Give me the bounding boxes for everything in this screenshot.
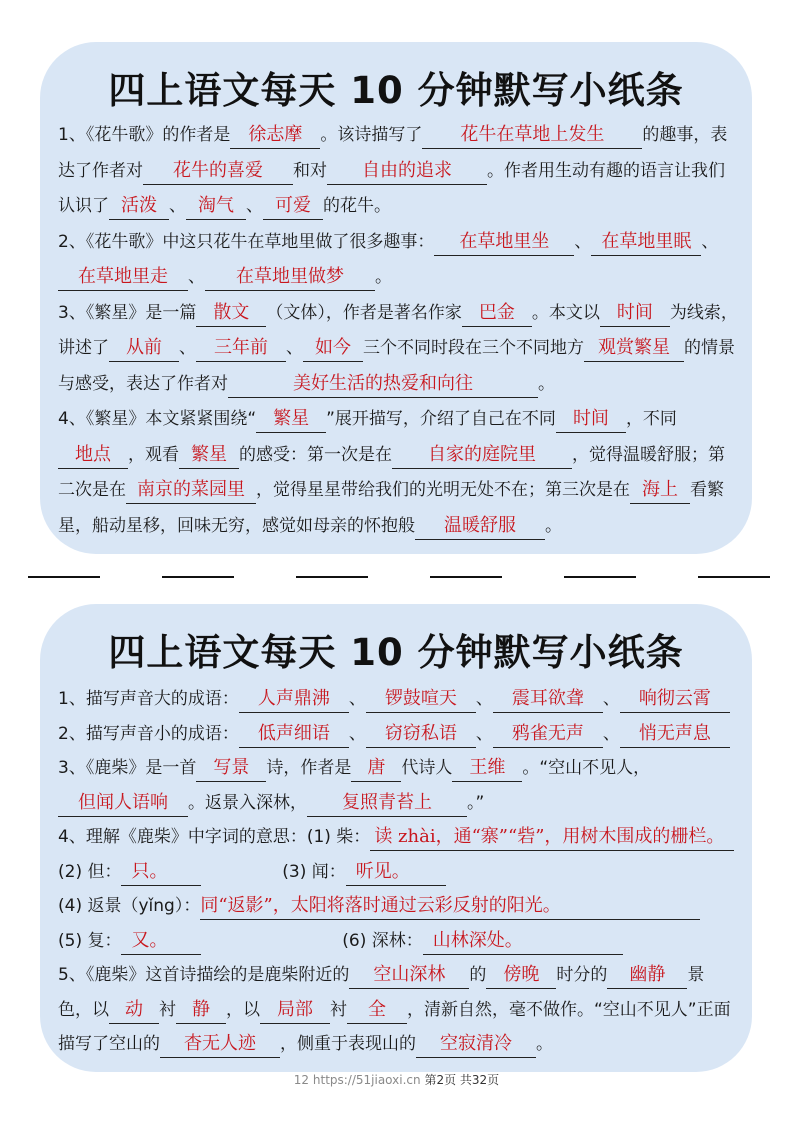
answer-blank: 空寂清冷	[416, 1031, 536, 1058]
answer-blank: 在草地里做梦	[205, 264, 375, 291]
question-text: 衬	[330, 999, 347, 1020]
answer-blank: 空山深林	[349, 962, 469, 989]
answer-blank: 震耳欲聋	[493, 686, 603, 713]
question-text: ，侧重于表现山的	[280, 1034, 416, 1054]
answer-blank: 锣鼓喧天	[366, 686, 476, 713]
question-text: ，觉得星星带给我们的光明无处不在；第三次是在	[256, 480, 630, 500]
question-text: (6) 深林：	[342, 930, 423, 951]
answer-blank: 又。	[121, 928, 201, 955]
answer-blank: 山林深处。	[423, 928, 623, 955]
answer-blank: 窃窃私语	[366, 721, 476, 748]
page-footer	[0, 1071, 793, 1088]
question-text: 。返景入深林，	[188, 792, 307, 813]
question-text: ，以	[226, 999, 260, 1020]
answer-blank: 从前	[109, 335, 179, 362]
answer-blank: 繁星	[256, 406, 326, 433]
question-1	[58, 682, 738, 717]
question-3	[58, 296, 738, 403]
answer-blank: 写景	[196, 755, 266, 782]
question-text: 的情景与感受，表达了作者对	[58, 338, 735, 394]
cut-line-dash	[430, 576, 502, 578]
cut-line-dash	[162, 576, 234, 578]
answer-blank: 傍晚	[486, 962, 556, 989]
question-text: 时分的	[556, 965, 608, 985]
question-text: 。作者用生动有趣的语言让我们认识了	[58, 160, 725, 216]
question-text: 和对	[293, 160, 327, 181]
question-5	[58, 958, 738, 1062]
question-text: 的	[469, 965, 487, 985]
answer-blank: 全	[347, 997, 407, 1024]
question-text: 。	[545, 515, 562, 536]
question-text: 、	[179, 338, 196, 358]
answer-blank: 响彻云霄	[620, 686, 730, 713]
answer-blank: 唐	[351, 755, 401, 782]
answer-blank: 美好生活的热爱和向往	[228, 371, 538, 398]
question-text: 看繁星，船动星移，回味无穷，感觉如母亲的怀抱般	[58, 480, 724, 536]
question-text: 诗，作者是	[266, 758, 352, 778]
question-2	[58, 225, 738, 296]
question-text: 1、描写声音大的成语：	[58, 689, 239, 709]
question-text: 3、《繁星》是一篇	[58, 302, 197, 323]
separator: 、	[348, 723, 366, 744]
question-text: 三个不同时段在三个不同地方	[363, 338, 584, 358]
answer-blank: 南京的菜园里	[126, 477, 256, 504]
answer-blank: 在草地里坐	[434, 229, 574, 256]
question-2	[58, 717, 738, 752]
card-body	[58, 682, 738, 1062]
question-text: ，觉得温暖舒服；第二次是在	[58, 444, 725, 500]
answer-blank: 时间	[600, 300, 670, 327]
answer-blank: 自家的庭院里	[392, 442, 572, 469]
answer-blank: 在草地里眠	[591, 229, 701, 256]
question-4	[58, 820, 738, 958]
question-text: (2) 但：	[58, 861, 122, 882]
question-text: 的感受：第一次是在	[239, 444, 392, 465]
question-text: ，观看	[128, 444, 179, 465]
answer-blank: 只。	[121, 859, 201, 886]
question-text: 2、描写声音小的成语：	[58, 723, 239, 744]
question-text: 、	[574, 231, 592, 252]
cut-line-dash	[698, 576, 770, 578]
note-card-1	[40, 42, 752, 554]
answer-blank: 如今	[303, 335, 363, 362]
answer-blank: 观赏繁星	[584, 335, 684, 362]
question-text: ”展开描写，介绍了自己在不同	[326, 409, 556, 429]
question-text: 1、《花牛歌》的作者是	[58, 125, 231, 145]
question-text: 4、理解《鹿柴》中字词的意思：(1) 柴：	[58, 827, 371, 847]
answer-blank: 同“返影”，太阳将落时通过云彩反射的阳光。	[200, 893, 700, 920]
question-text: 代诗人	[401, 758, 453, 778]
card-body	[58, 118, 738, 544]
question-text: 、	[188, 267, 205, 287]
separator: 、	[602, 723, 620, 744]
card-title: 四上语文每天 10 分钟默写小纸条	[108, 631, 684, 674]
answer-blank: 繁星	[179, 442, 239, 469]
question-text: 、	[286, 338, 303, 358]
answer-blank: 人声鼎沸	[239, 686, 349, 713]
question-text: (5) 复：	[58, 930, 122, 951]
answer-blank: 巴金	[462, 300, 532, 327]
answer-blank: 复照青苔上	[307, 790, 467, 817]
separator: 、	[475, 689, 493, 709]
question-text: 4、《繁星》本文紧紧围绕“	[58, 409, 257, 429]
answer-blank: 温暖舒服	[415, 513, 545, 540]
question-text: 、	[701, 231, 719, 252]
answer-blank: 局部	[260, 997, 330, 1024]
answer-blank: 在草地里走	[58, 264, 188, 291]
answer-blank: 散文	[196, 300, 266, 327]
answer-blank: 听见。	[346, 859, 446, 886]
cut-line-dash	[564, 576, 636, 578]
separator: 、	[348, 689, 366, 709]
answer-blank: 海上	[630, 477, 690, 504]
answer-blank: 时间	[556, 406, 626, 433]
question-4	[58, 402, 738, 544]
answer-blank: 读 zhài，通“寨”“砦”，用树木围成的栅栏。	[370, 824, 734, 851]
cut-line	[28, 576, 772, 578]
separator: 、	[602, 689, 620, 709]
cut-line-dash	[28, 576, 100, 578]
answer-blank: 徐志摩	[230, 122, 320, 149]
page-number: 第2页 共32页	[424, 1073, 500, 1087]
question-text: （文体），作者是著名作家	[266, 302, 462, 323]
question-text: (4) 返景（yǐng）：	[58, 896, 201, 916]
question-text: 。	[538, 373, 555, 394]
answer-blank: 淘气	[186, 193, 246, 220]
answer-blank: 王维	[452, 755, 522, 782]
answer-blank: 动	[109, 997, 159, 1024]
answer-blank: 花牛的喜爱	[143, 158, 293, 185]
question-text: 。”	[467, 792, 485, 813]
question-text: ，不同	[625, 409, 677, 429]
question-text: 的花牛。	[323, 196, 391, 216]
question-text: 、	[169, 196, 186, 216]
answer-blank: 三年前	[196, 335, 286, 362]
question-3	[58, 751, 738, 820]
answer-blank: 静	[176, 997, 226, 1024]
note-card-2	[40, 604, 752, 1072]
card-title: 四上语文每天 10 分钟默写小纸条	[108, 69, 684, 112]
question-text: 3、《鹿柴》是一首	[58, 758, 197, 778]
separator: 、	[475, 723, 493, 744]
answer-blank: 自由的追求	[327, 158, 487, 185]
question-text: 为线索，讲述了	[58, 302, 738, 358]
answer-blank: 地点	[58, 442, 128, 469]
question-text: 。该诗描写了	[320, 125, 423, 145]
question-text: 衬	[159, 999, 176, 1020]
answer-blank: 杳无人迹	[160, 1031, 280, 1058]
question-text: 5、《鹿柴》这首诗描绘的是鹿柴附近的	[58, 965, 350, 985]
question-text: 。	[536, 1034, 553, 1054]
question-text: (3) 闻：	[282, 861, 346, 882]
answer-blank: 可爱	[263, 193, 323, 220]
question-text: 的趣事，表达了作者对	[58, 125, 728, 181]
question-text: 景色，以	[58, 965, 705, 1020]
cut-line-dash	[296, 576, 368, 578]
answer-blank: 幽静	[607, 962, 687, 989]
question-1	[58, 118, 738, 225]
question-text: ，清新自然，毫不做作。“空山不见人”正面描写了空山的	[58, 999, 731, 1054]
question-text: 。“空山不见人，	[522, 758, 651, 778]
answer-blank: 低声细语	[239, 721, 349, 748]
answer-blank: 悄无声息	[620, 721, 730, 748]
question-text: 、	[246, 196, 263, 216]
answer-blank: 但闻人语响	[58, 790, 188, 817]
watermark: 12 https://51jiaoxi.cn	[293, 1073, 421, 1087]
question-text: 。本文以	[531, 302, 600, 323]
answer-blank: 活泼	[109, 193, 169, 220]
question-text: 2、《花牛歌》中这只花牛在草地里做了很多趣事：	[58, 231, 435, 252]
question-text: 。	[375, 267, 392, 287]
answer-blank: 鸦雀无声	[493, 721, 603, 748]
answer-blank: 花牛在草地上发生	[422, 122, 642, 149]
